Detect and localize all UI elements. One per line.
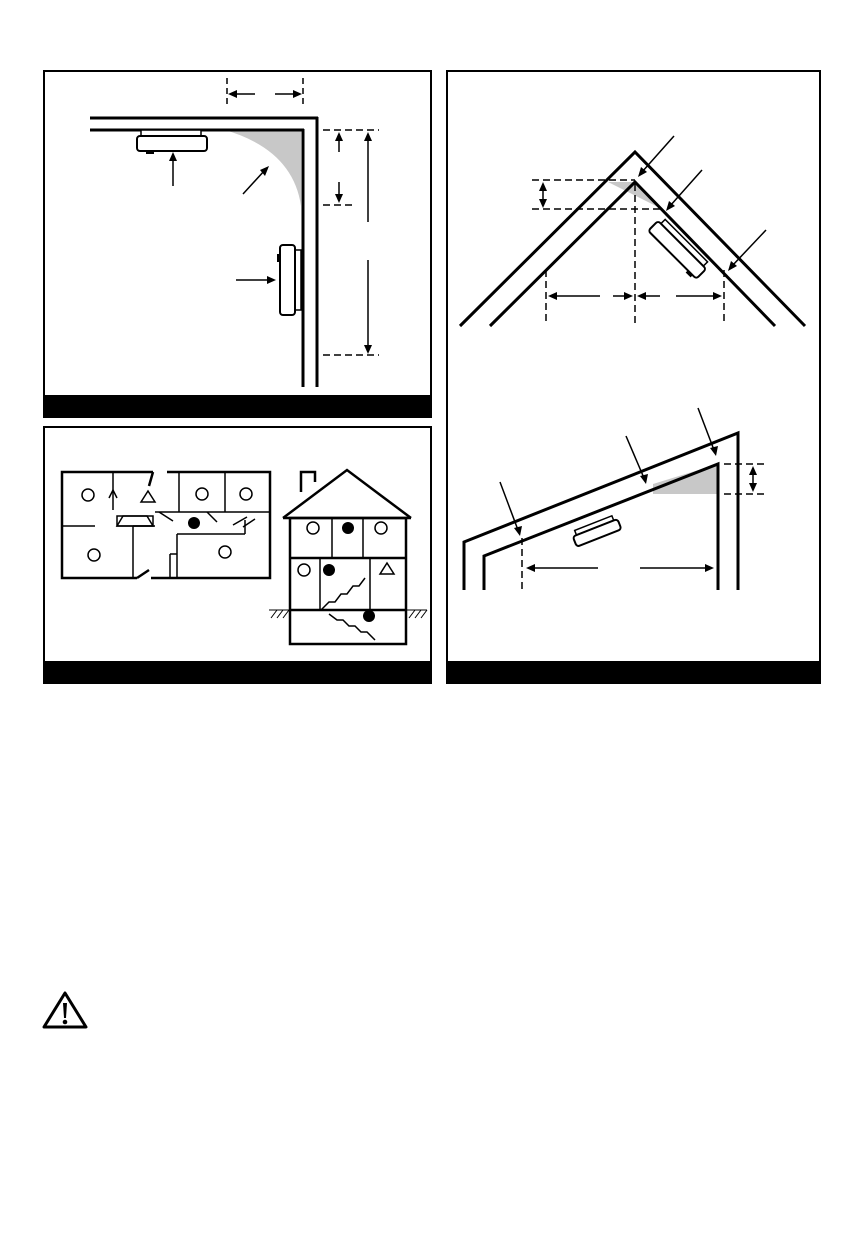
apex-pointer (642, 136, 674, 172)
panel-caption-bar (448, 661, 819, 682)
co-alarm-marker (380, 563, 394, 574)
slope-zone-pointer (626, 436, 644, 478)
wall-ceiling-diagram (45, 72, 432, 418)
roof-outer-line (460, 152, 805, 326)
smoke-alarm-marker (88, 549, 100, 561)
dead-air-pointer (243, 170, 265, 194)
floor-plan-diagram-panel (43, 426, 432, 684)
wall-alarm (277, 245, 301, 315)
slope-pointer (670, 170, 702, 206)
smoke-alarm-marker (307, 522, 319, 534)
smoke-alarm-marker (375, 522, 387, 534)
floor-plan-interior (62, 472, 270, 578)
dead-air-zone (225, 130, 301, 206)
smoke-alarm-marker (219, 546, 231, 558)
heat-alarm-marker (342, 522, 354, 534)
heat-alarm-marker (323, 564, 335, 576)
smoke-alarm-marker (298, 564, 310, 576)
house-section (283, 470, 411, 644)
heat-alarm-marker (188, 517, 200, 529)
slope-peak-pointer (698, 408, 714, 450)
ceiling-alarm (137, 130, 207, 154)
pitched-ceiling-diagram (448, 72, 821, 684)
wall-ceiling-diagram-panel (43, 70, 432, 418)
floor-plan (62, 472, 270, 578)
smoke-alarm-marker (196, 488, 208, 500)
smoke-alarm-marker (82, 489, 94, 501)
panel-caption-bar (45, 661, 430, 682)
limit-pointer (732, 230, 766, 266)
floor-plan-diagram (45, 428, 432, 684)
co-alarm-marker (141, 491, 155, 502)
panel-caption-bar (45, 395, 430, 416)
warning-triangle-icon (41, 990, 89, 1030)
smoke-alarm-marker (240, 488, 252, 500)
house-interior (320, 518, 375, 640)
pitched-ceiling-diagram-panel (446, 70, 821, 684)
heat-alarm-marker (363, 610, 375, 622)
